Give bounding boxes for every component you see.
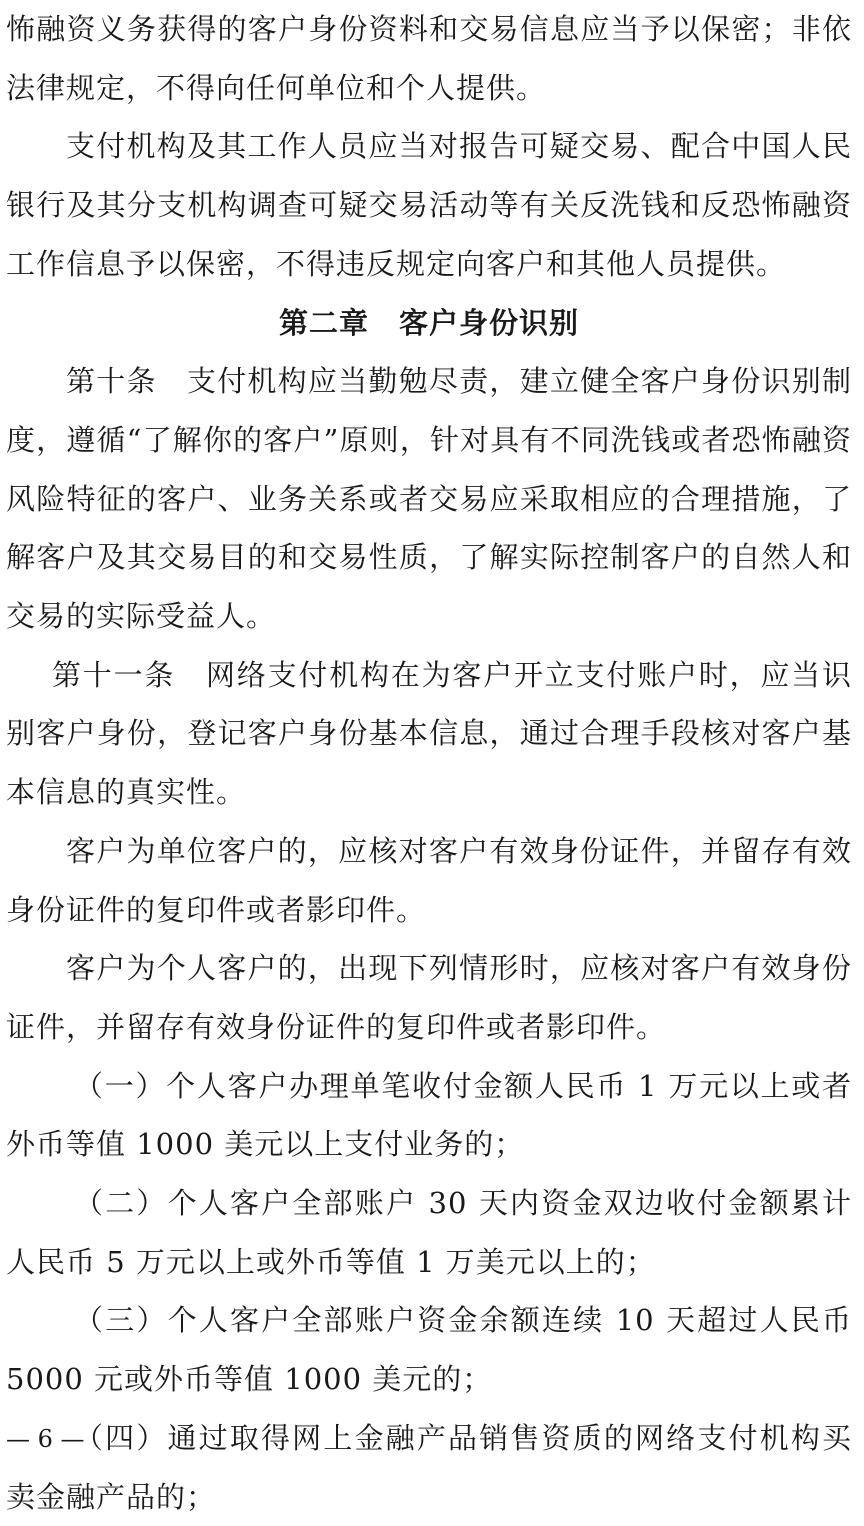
- paragraph-staff-confidentiality: 支付机构及其工作人员应当对报告可疑交易、配合中国人民银行及其分支机构调查可疑交易活动等有关反洗钱和反恐怖融资工作信息予以保密，不得违反规定向客户和其他人员提供。: [6, 129, 852, 281]
- list-item-3: （三）个人客户全部账户资金余额连续 10 天超过人民币 5000 元或外币等值 1000 美元的；: [6, 1303, 852, 1397]
- paragraph-article-11: 第十一条 网络支付机构在为客户开立支付账户时，应当识别客户身份，登记客户身份基本信息，通过合理手段核对客户基本信息的真实性。: [6, 657, 852, 810]
- paragraph-individual-customer: 客户为个人客户的，出现下列情形时，应核对客户有效身份证件，并留存有效身份证件的复印件或者影印件。: [6, 951, 852, 1044]
- paragraph-confidentiality-continued: 怖融资义务获得的客户身份资料和交易信息应当予以保密；非依法律规定，不得向任何单位和个人提供。: [6, 12, 852, 105]
- list-item-1: （一）个人客户办理单笔收付金额人民币 1 万元以上或者外币等值 1000 美元以上支付业务的；: [6, 1068, 852, 1162]
- chapter-heading: 第二章 客户身份识别: [278, 305, 579, 340]
- list-item-4: （四）通过取得网上金融产品销售资质的网络支付机构买卖金融产品的；: [6, 1420, 852, 1514]
- page-number: — 6 —: [6, 1425, 85, 1453]
- document-page: [6, 0, 852, 1526]
- list-item-2: （二）个人客户全部账户 30 天内资金双边收付金额累计人民币 5 万元以上或外币等值 1 万美元以上的；: [6, 1186, 852, 1279]
- paragraph-unit-customer: 客户为单位客户的，应核对客户有效身份证件，并留存有效身份证件的复印件或者影印件。: [6, 833, 852, 927]
- paragraph-article-10: 第十条 支付机构应当勤勉尽责，建立健全客户身份识别制度，遵循“了解你的客户”原则，针对具有不同洗钱或者恐怖融资风险特征的客户、业务关系或者交易应采取相应的合理措施，了解客户及其交易目的和交易性质，了解实际控制客户的自然人和交易的实际受益人。: [6, 364, 852, 634]
